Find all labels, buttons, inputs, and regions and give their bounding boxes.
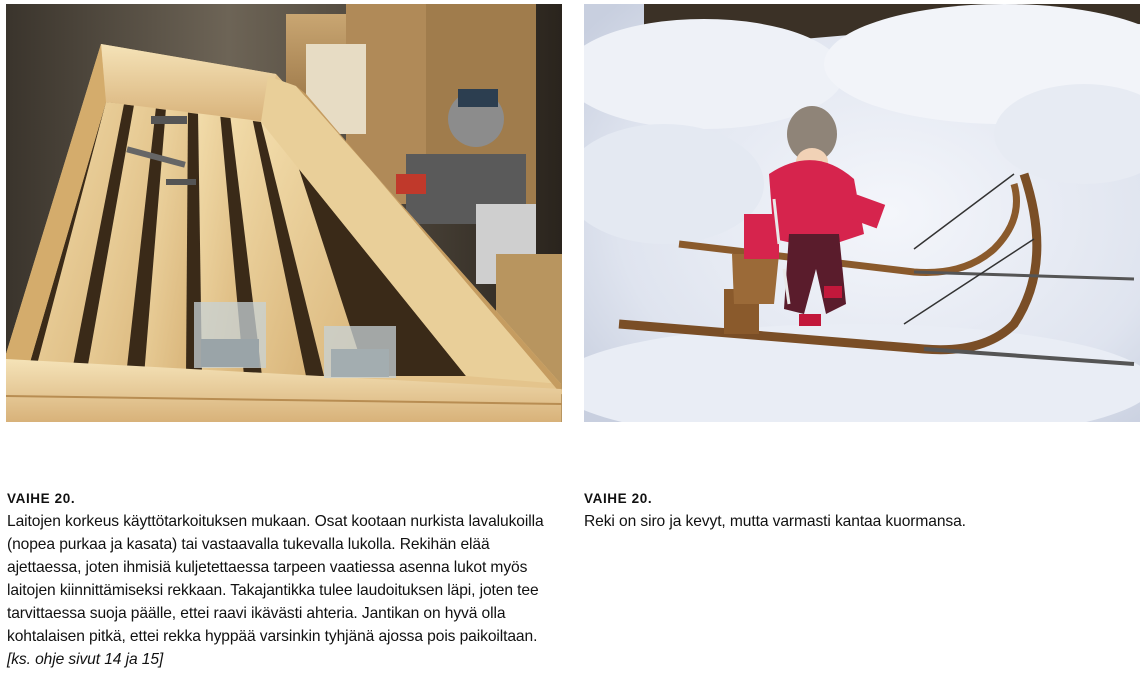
sled-child-photo: [584, 4, 1140, 422]
caption-left: [7, 488, 555, 671]
sled-frame-photo: [6, 4, 562, 422]
step-heading-left: VAIHE 20.: [7, 491, 76, 506]
caption-right: [584, 488, 1134, 533]
step-heading-right: VAIHE 20.: [584, 491, 653, 506]
page-reference: [ks. ohje sivut 14 ja 15]: [7, 651, 164, 668]
caption-body-left: Laitojen korkeus käyttötarkoituksen mukaan. Osat kootaan nurkista lavalukoilla (nopea purkaa ja kasata) tai vastaavalla tukevalla lukolla. Rekihän elää ajettaessa, joten ihmisiä kuljetettaessa tarpeen vaatiessa asenna lukot myös laitojen kiinnittämiseksi rekkaan. Takajantikka tulee laudoituksen läpi, joten tee tarvittaessa suoja päälle, ettei raavi ikävästi ahteria. Jantikan on hyvä olla kohtalaisen pitkä, ettei rekka hyppää varsinkin tyhjänä ajossa pois paikoiltaan. [ks. ohje sivut 14 ja 15]: [7, 513, 544, 668]
caption-body-right: Reki on siro ja kevyt, mutta varmasti kantaa kuormansa.: [584, 513, 966, 530]
